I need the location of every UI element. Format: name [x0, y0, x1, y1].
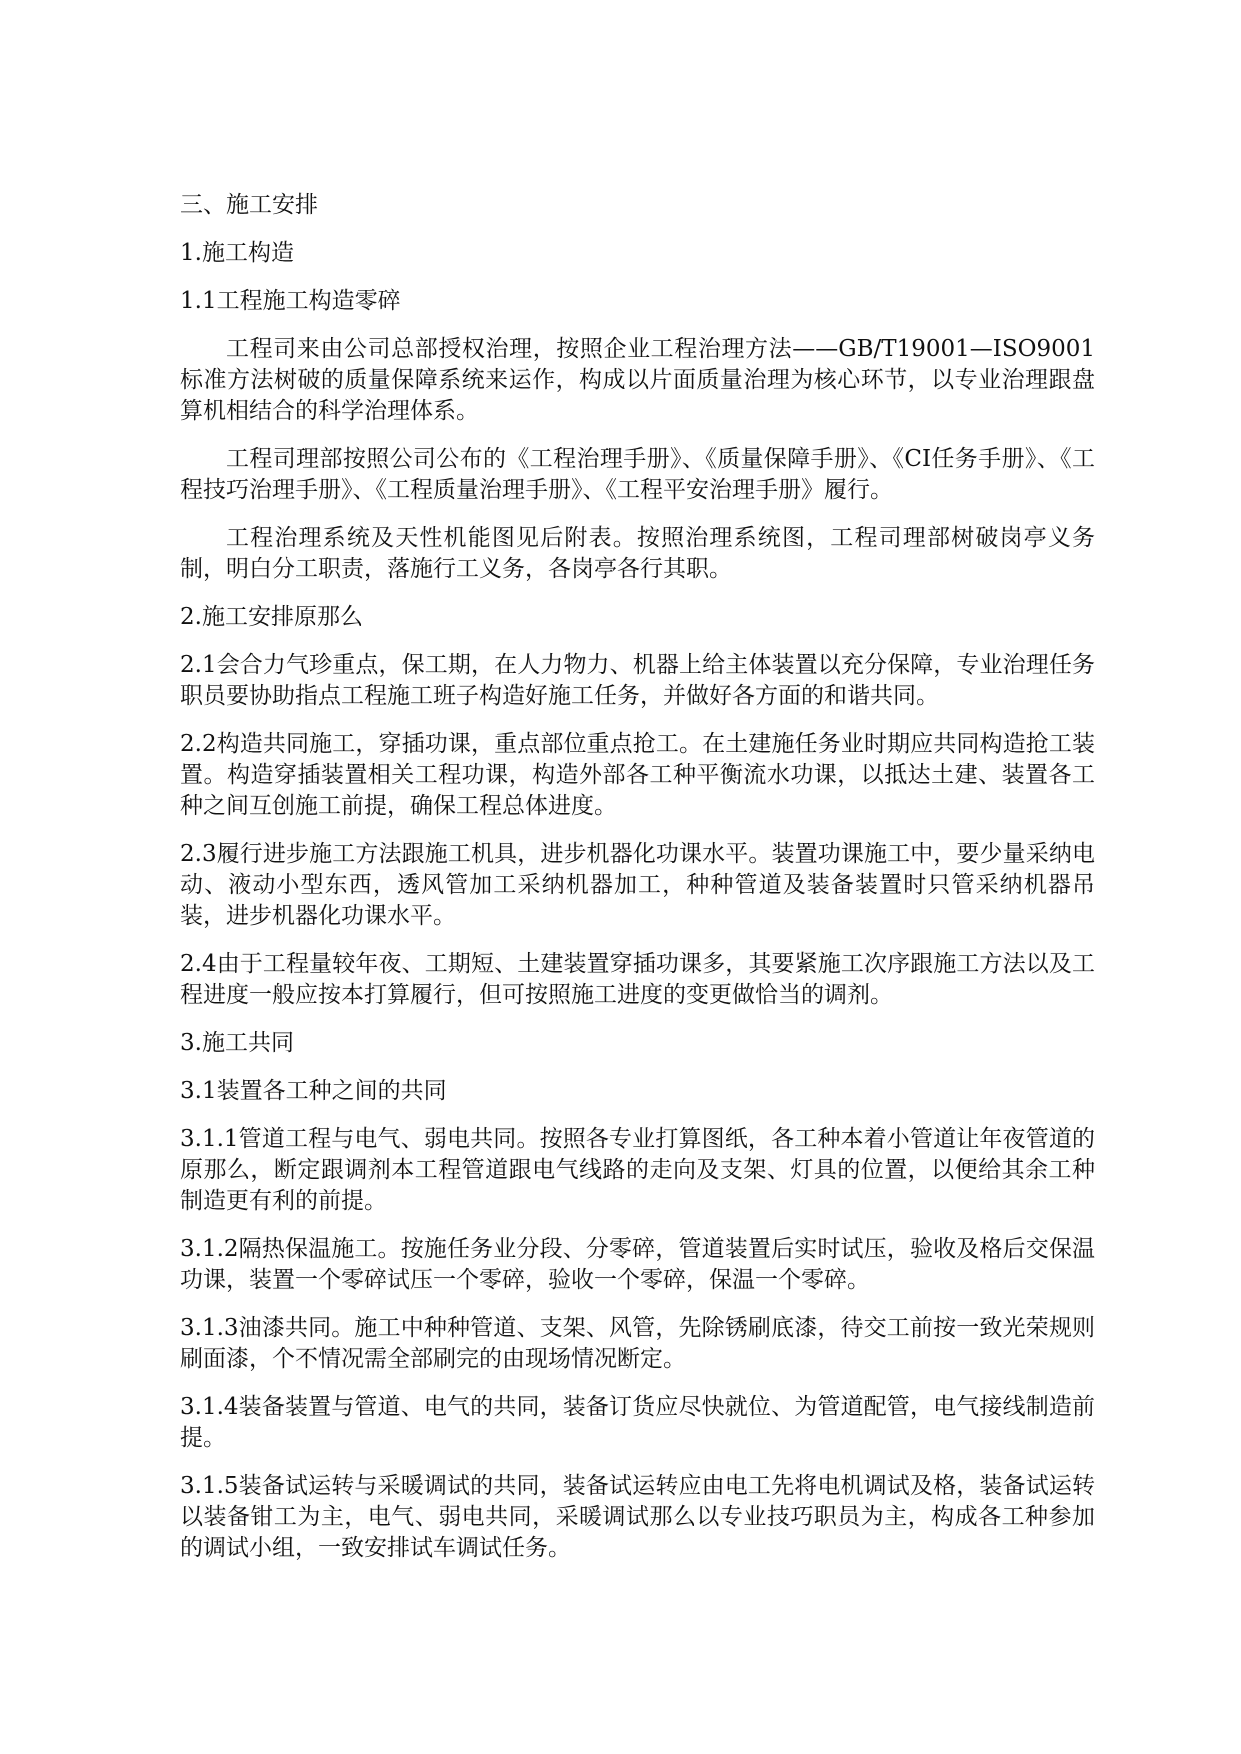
paragraph-3-1-2: 3.1.2隔热保温施工。按施任务业分段、分零碎，管道装置后实时试压，验收及格后交保温功课，装置一个零碎试压一个零碎，验收一个零碎，保温一个零碎。 — [180, 1236, 1095, 1293]
paragraph-2-1: 2.1会合力气珍重点，保工期，在人力物力、机器上给主体装置以充分保障，专业治理任务职员要协助指点工程施工班子构造好施工任务，并做好各方面的和谐共同。 — [180, 652, 1095, 709]
paragraph-2-2: 2.2构造共同施工，穿插功课，重点部位重点抢工。在土建施任务业时期应共同构造抢工装置。构造穿插装置相关工程功课，构造外部各工种平衡流水功课，以抵达土建、装置各工种之间互创施工前提，确保工程总体进度。 — [180, 731, 1095, 819]
heading-3-1: 3.1装置各工种之间的共同 — [180, 1078, 447, 1104]
heading-1-1: 1.1工程施工构造零碎 — [180, 288, 401, 314]
paragraph-3-1-3: 3.1.3油漆共同。施工中种种管道、支架、风管，先除锈刷底漆，待交工前按一致光荣规则刷面漆，个不情况需全部刷完的由现场情况断定。 — [180, 1315, 1095, 1372]
paragraph-3-1-1: 3.1.1管道工程与电气、弱电共同。按照各专业打算图纸，各工种本着小管道让年夜管道的原那么，断定跟调剂本工程管道跟电气线路的走向及支架、灯具的位置，以便给其余工种制造更有利的前提。 — [180, 1126, 1095, 1214]
paragraph-2: 工程司理部按照公司公布的《工程治理手册》、《质量保障手册》、《CI任务手册》、《工程技巧治理手册》、《工程质量治理手册》、《工程平安治理手册》履行。 — [180, 446, 1095, 503]
section-title: 三、施工安排 — [180, 192, 318, 218]
heading-2: 2.施工安排原那么 — [180, 604, 363, 630]
paragraph-3-1-4: 3.1.4装备装置与管道、电气的共同，装备订货应尽快就位、为管道配管，电气接线制造前提。 — [180, 1394, 1095, 1451]
heading-1: 1.施工构造 — [180, 240, 294, 266]
paragraph-2-4: 2.4由于工程量较年夜、工期短、土建装置穿插功课多，其要紧施工次序跟施工方法以及工程进度一般应按本打算履行，但可按照施工进度的变更做恰当的调剂。 — [180, 951, 1095, 1008]
paragraph-1: 工程司来由公司总部授权治理，按照企业工程治理方法——GB/T19001—ISO9001标准方法树破的质量保障系统来运作，构成以片面质量治理为核心环节，以专业治理跟盘算机相结合的科学治理体系。 — [180, 336, 1095, 424]
paragraph-2-3: 2.3履行进步施工方法跟施工机具，进步机器化功课水平。装置功课施工中，要少量采纳电动、液动小型东西，透风管加工采纳机器加工，种种管道及装备装置时只管采纳机器吊装，进步机器化功课水平。 — [180, 841, 1095, 929]
paragraph-3: 工程治理系统及天性机能图见后附表。按照治理系统图，工程司理部树破岗亭义务制，明白分工职责，落施行工义务，各岗亭各行其职。 — [180, 525, 1095, 582]
heading-3: 3.施工共同 — [180, 1030, 294, 1056]
paragraph-3-1-5: 3.1.5装备试运转与采暖调试的共同，装备试运转应由电工先将电机调试及格，装备试运转以装备钳工为主，电气、弱电共同，采暖调试那么以专业技巧职员为主，构成各工种参加的调试小组，一致安排试车调试任务。 — [180, 1473, 1095, 1561]
document-body — [180, 190, 1095, 1581]
